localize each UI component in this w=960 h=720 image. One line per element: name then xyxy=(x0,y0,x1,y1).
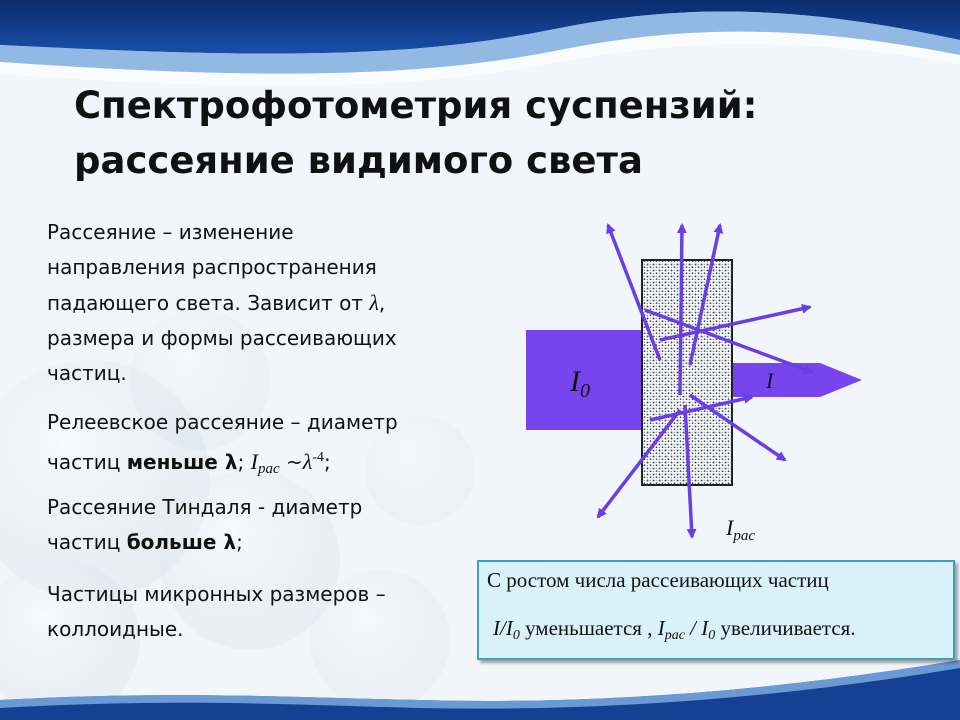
lambda-symbol: λ xyxy=(369,290,379,315)
title-line-2: рассеяние видимого света xyxy=(74,139,643,182)
text-fragment: / xyxy=(684,616,702,640)
text-line: направления распространения xyxy=(47,255,377,279)
lambda-symbol: λ xyxy=(302,449,313,474)
text-line: Рассеяние – изменение xyxy=(47,220,294,244)
text-line xyxy=(47,440,477,487)
subscript: 0 xyxy=(708,628,716,643)
text-fragment: ; xyxy=(237,450,251,474)
text-line: частиц. xyxy=(47,361,127,385)
scattered-ray xyxy=(680,225,682,395)
callout-line-1: С ростом числа рассеивающих частиц xyxy=(487,568,829,592)
bold-text: меньше λ xyxy=(126,450,238,474)
intensity-symbol: I xyxy=(701,616,709,640)
i0-label: $I_0$ xyxy=(570,365,590,402)
text-fragment: увеличивается. xyxy=(715,616,856,640)
text-fragment: уменьшается , xyxy=(519,616,658,640)
subscript: 0 xyxy=(512,628,520,643)
slide-title xyxy=(74,78,934,188)
exponent: -4 xyxy=(312,450,324,465)
text-fragment: ; xyxy=(236,530,243,554)
i-label: I xyxy=(766,368,774,393)
ipac-label: $I_{рас}$ xyxy=(726,515,755,544)
tyndall-paragraph xyxy=(47,490,477,560)
callout-line-2 xyxy=(493,616,856,644)
text-fragment: частиц xyxy=(47,450,127,474)
subscript: рас xyxy=(257,461,280,477)
text-line: Релеевское рассеяние – диаметр xyxy=(47,410,398,434)
text-line xyxy=(47,285,477,321)
intensity-symbol: I xyxy=(250,449,258,474)
bold-text: больше λ xyxy=(126,530,237,554)
rayleigh-paragraph xyxy=(47,405,477,487)
intensity-symbol: I xyxy=(493,616,500,640)
scattering-diagram xyxy=(520,215,880,550)
text-line: Частицы микронных размеров – xyxy=(47,582,386,606)
intensity-symbol: I xyxy=(657,616,665,640)
colloid-paragraph xyxy=(47,577,477,647)
text-fragment: падающего света. Зависит от xyxy=(47,291,370,315)
text-fragment: частиц xyxy=(47,530,127,554)
text-fragment: ; xyxy=(323,450,331,474)
title-line-1: Спектрофотометрия суспензий: xyxy=(74,84,758,127)
tilde: ~ xyxy=(279,450,303,474)
text-line: размера и формы рассеивающих xyxy=(47,326,397,350)
subscript: рас xyxy=(664,628,685,643)
intensity-symbol: /I xyxy=(500,616,513,640)
text-fragment: , xyxy=(378,291,386,315)
conclusion-callout xyxy=(477,560,955,660)
text-line: коллоидные. xyxy=(47,617,184,641)
text-line: Рассеяние Тиндаля - диаметр xyxy=(47,495,363,519)
scattering-definition xyxy=(47,215,477,391)
text-line xyxy=(47,525,477,560)
